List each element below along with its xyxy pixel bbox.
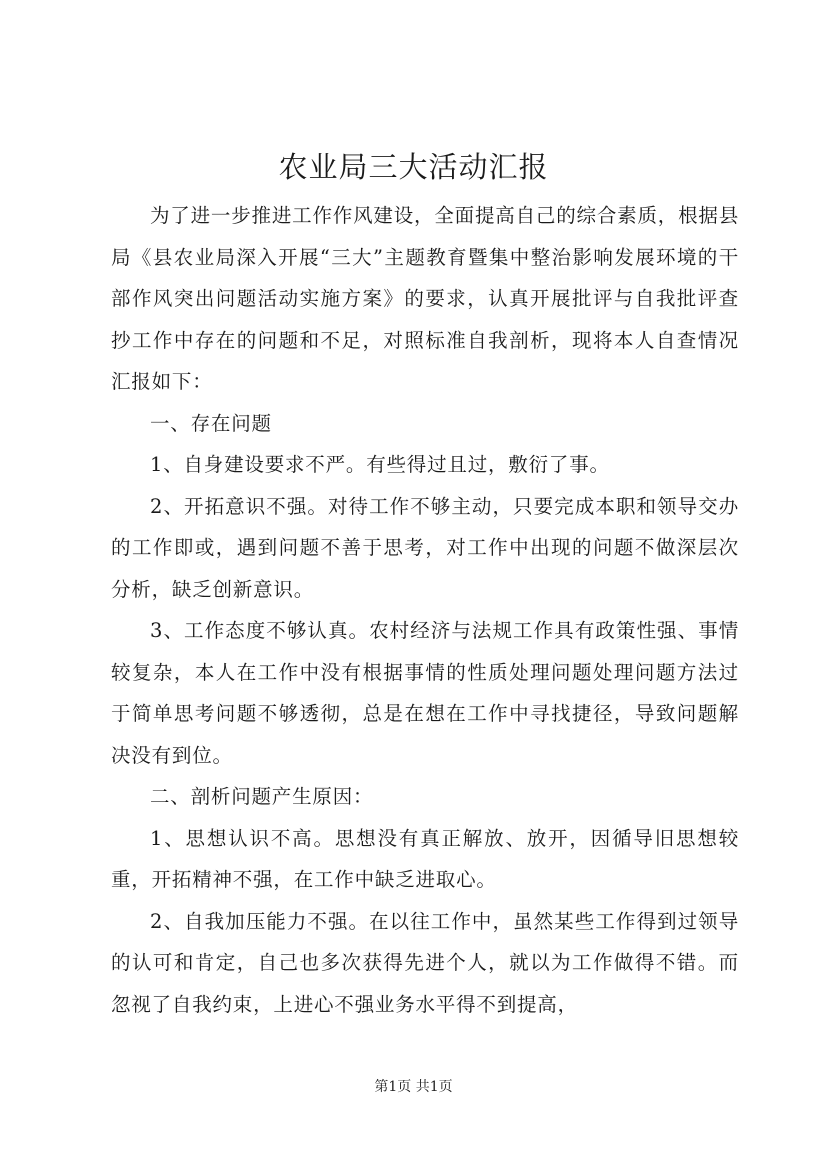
document-title: 农业局三大活动汇报 (278, 150, 549, 184)
paragraph-problem-2: 2、开拓意识不强。对待工作不够主动，只要完成本职和领导交办的工作即或，遇到问题不善于思考，对工作中出现的问题不做深层次分析，缺乏创新意识。 (111, 494, 739, 601)
section-heading-causes: 二、剖析问题产生原因： (150, 785, 374, 808)
page-footer: 第1页 共1页 (374, 1079, 453, 1095)
paragraph-intro: 为了进一步推进工作作风建设，全面提高自己的综合素质，根据县局《县农业局深入开展“三大”主题教育暨集中整治影响发展环境的干部作风突出问题活动实施方案》的要求，认真开展批评与自我批评查抄工作中存在的问题和不足，对照标准自我剖析，现将本人自查情况汇报如下： (111, 204, 739, 393)
paragraph-problem-3: 3、工作态度不够认真。农村经济与法规工作具有政策性强、事情较复杂，本人在工作中没有根据事情的性质处理问题处理问题方法过于简单思考问题不够透彻，总是在想在工作中寻找捷径，导致问题解决没有到位。 (111, 619, 739, 767)
document-body (111, 195, 739, 1025)
paragraph-cause-2: 2、自我加压能力不强。在以往工作中，虽然某些工作得到过领导的认可和肯定，自己也多次获得先进个人，就以为工作做得不错。而忽视了自我约束，上进心不强业务水平得不到提高， (111, 909, 739, 1016)
section-heading-problems: 一、存在问题 (150, 411, 272, 435)
paragraph-problem-1: 1、自身建设要求不严。有些得过且过，敷衍了事。 (150, 453, 610, 476)
paragraph-cause-1: 1、思想认识不高。思想没有真正解放、放开，因循导旧思想较重，开拓精神不强，在工作中缺乏进取心。 (111, 826, 739, 891)
